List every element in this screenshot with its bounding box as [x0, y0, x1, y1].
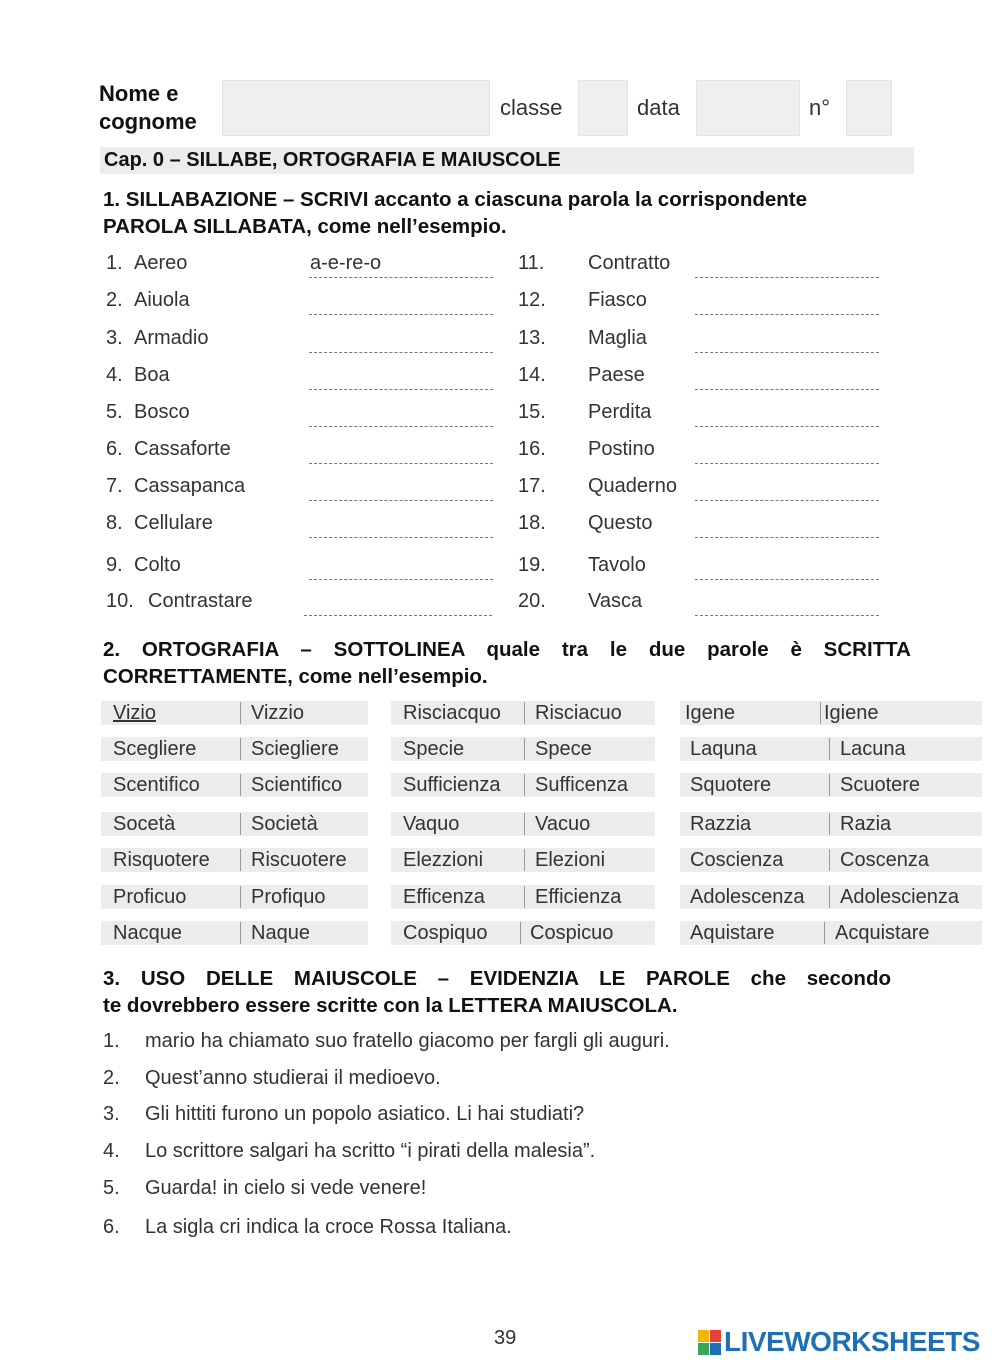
right-item-number: 16.	[518, 438, 546, 460]
word-option-first[interactable]: Vizio	[113, 702, 156, 724]
example-answer: a-e-re-o	[310, 252, 382, 274]
sentence-number: 2.	[103, 1067, 120, 1089]
word-option-first[interactable]: Igene	[685, 702, 736, 724]
left-item-number: 4.	[106, 364, 123, 386]
left-item-number: 8.	[106, 512, 123, 534]
right-item-word: Fiasco	[588, 289, 647, 311]
word-option-second[interactable]: Sciegliere	[251, 738, 339, 760]
name-label	[99, 80, 197, 136]
right-item-word: Quaderno	[588, 475, 677, 497]
word-option-second[interactable]: Sufficenza	[535, 774, 629, 796]
sentence-number: 4.	[103, 1140, 120, 1162]
word-pair-divider	[240, 738, 241, 760]
right-item-word: Questo	[588, 512, 653, 534]
word-option-first[interactable]: Scegliere	[113, 738, 197, 760]
class-label: classe	[500, 95, 563, 120]
left-answer-line[interactable]	[309, 314, 493, 315]
sentence-number: 6.	[103, 1216, 120, 1238]
word-option-first[interactable]: Efficenza	[403, 886, 485, 908]
left-answer-line[interactable]	[309, 277, 493, 278]
right-answer-line[interactable]	[695, 500, 879, 501]
left-answer-line[interactable]	[309, 426, 493, 427]
left-item-word: Colto	[134, 554, 181, 576]
right-answer-line[interactable]	[695, 537, 879, 538]
left-item-number: 9.	[106, 554, 123, 576]
word-option-second[interactable]: Lacuna	[840, 738, 906, 760]
right-item-number: 13.	[518, 327, 546, 349]
right-item-number: 11.	[518, 252, 545, 274]
right-answer-line[interactable]	[695, 463, 879, 464]
word-option-first[interactable]: Proficuo	[113, 886, 187, 908]
left-item-word: Boa	[134, 364, 170, 386]
chapter-title: Cap. 0 – SILLABE, ORTOGRAFIA E MAIUSCOLE	[100, 147, 914, 174]
right-item-word: Postino	[588, 438, 655, 460]
right-answer-line[interactable]	[695, 389, 879, 390]
right-item-word: Contratto	[588, 252, 671, 274]
left-item-word: Aereo	[134, 252, 188, 274]
right-item-number: 15.	[518, 401, 546, 423]
word-pair-divider	[524, 886, 525, 908]
right-item-word: Paese	[588, 364, 645, 386]
left-item-word: Contrastare	[148, 590, 253, 612]
right-answer-line[interactable]	[695, 277, 879, 278]
word-option-first[interactable]: Vaquo	[403, 813, 460, 835]
date-input[interactable]	[696, 80, 800, 136]
left-item-word: Bosco	[134, 401, 190, 423]
left-item-word: Cassaforte	[134, 438, 231, 460]
class-input[interactable]	[578, 80, 628, 136]
left-item-number: 7.	[106, 475, 123, 497]
sentence-text[interactable]: Gli hittiti furono un popolo asiatico. Li hai studiati?	[145, 1103, 585, 1125]
word-option-first[interactable]: Squotere	[690, 774, 772, 796]
sentence-text[interactable]: Guarda! in cielo si vede venere!	[145, 1177, 427, 1199]
right-answer-line[interactable]	[695, 615, 879, 616]
word-option-second[interactable]: Scuotere	[840, 774, 921, 796]
word-option-first[interactable]: Laquna	[690, 738, 757, 760]
right-answer-line[interactable]	[695, 314, 879, 315]
left-item-word: Aiuola	[134, 289, 190, 311]
word-option-second[interactable]: Adolescienza	[840, 886, 959, 908]
word-option-second[interactable]: Elezioni	[535, 849, 606, 871]
word-option-first[interactable]: Specie	[403, 738, 465, 760]
word-option-first[interactable]: Scentifico	[113, 774, 200, 796]
right-item-number: 18.	[518, 512, 546, 534]
left-item-number: 5.	[106, 401, 123, 423]
section1-title	[103, 186, 807, 240]
word-option-second[interactable]: Naque	[251, 922, 310, 944]
left-answer-line[interactable]	[309, 500, 493, 501]
word-pair-divider	[240, 922, 241, 944]
section3-title-line1: 3. USO DELLE MAIUSCOLE – EVIDENZIA LE PAROLE che secondo	[103, 967, 891, 990]
word-option-first[interactable]: Socetà	[113, 813, 176, 835]
word-option-first[interactable]: Aquistare	[690, 922, 775, 944]
word-option-first[interactable]: Risciacquo	[403, 702, 501, 724]
number-input[interactable]	[846, 80, 892, 136]
left-answer-line[interactable]	[309, 463, 493, 464]
right-item-number: 17.	[518, 475, 546, 497]
right-answer-line[interactable]	[695, 352, 879, 353]
left-item-word: Cassapanca	[134, 475, 246, 497]
word-option-second[interactable]: Risciacuo	[535, 702, 622, 724]
word-pair-divider	[240, 813, 241, 835]
right-item-number: 19.	[518, 554, 546, 576]
name-label-line2: cognome	[99, 109, 197, 134]
left-item-number: 1.	[106, 252, 123, 274]
word-option-first[interactable]: Razzia	[690, 813, 752, 835]
right-item-word: Vasca	[588, 590, 643, 612]
word-option-first[interactable]: Cospiquo	[403, 922, 488, 944]
word-option-second[interactable]: Igiene	[824, 702, 879, 724]
left-answer-line[interactable]	[309, 352, 493, 353]
date-label: data	[637, 95, 680, 120]
word-pair-divider	[524, 849, 525, 871]
word-pair-divider	[829, 774, 830, 796]
section3-title	[103, 965, 891, 1019]
word-pair-divider	[240, 886, 241, 908]
word-pair-divider	[829, 813, 830, 835]
liveworksheets-logo-text: LIVEWORKSHEETS	[724, 1326, 980, 1357]
left-item-number: 3.	[106, 327, 123, 349]
word-pair-divider	[524, 738, 525, 760]
liveworksheets-logo-icon	[698, 1330, 722, 1356]
left-item-number: 6.	[106, 438, 123, 460]
left-answer-line[interactable]	[309, 537, 493, 538]
word-pair-divider	[524, 702, 525, 724]
word-pair-divider	[240, 702, 241, 724]
right-answer-line[interactable]	[695, 426, 879, 427]
word-pair-divider	[820, 702, 821, 724]
right-item-number: 14.	[518, 364, 546, 386]
sentence-text[interactable]: Lo scrittore salgari ha scritto “i pirati della malesia”.	[145, 1140, 596, 1162]
name-label-line1: Nome e	[99, 81, 179, 106]
right-item-number: 12.	[518, 289, 546, 311]
word-option-first[interactable]: Elezzioni	[403, 849, 484, 871]
right-item-number: 20.	[518, 590, 546, 612]
left-answer-line[interactable]	[304, 615, 492, 616]
section1-title-line2: PAROLA SILLABATA, come nell’esempio.	[103, 215, 507, 238]
name-input[interactable]	[222, 80, 490, 136]
sentence-number: 3.	[103, 1103, 120, 1125]
word-option-second[interactable]: Profiquo	[251, 886, 326, 908]
word-pair-divider	[520, 922, 521, 944]
section2-title-line2: CORRETTAMENTE, come nell’esempio.	[103, 665, 488, 688]
left-answer-line[interactable]	[309, 579, 493, 580]
word-option-first[interactable]: Coscienza	[690, 849, 784, 871]
section3-title-line2: te dovrebbero essere scritte con la LETTERA MAIUSCOLA.	[103, 994, 678, 1017]
page-number: 39	[494, 1327, 517, 1349]
word-pair-divider	[524, 813, 525, 835]
word-pair-divider	[824, 922, 825, 944]
word-option-first[interactable]: Adolescenza	[690, 886, 805, 908]
sentence-text[interactable]: Quest’anno studierai il medioevo.	[145, 1067, 441, 1089]
word-option-second[interactable]: Spece	[535, 738, 592, 760]
right-item-word: Perdita	[588, 401, 652, 423]
section2-title	[103, 636, 911, 690]
sentence-number: 1.	[103, 1030, 120, 1052]
left-answer-line[interactable]	[309, 389, 493, 390]
section2-title-line1: 2. ORTOGRAFIA – SOTTOLINEA quale tra le due parole è SCRITTA	[103, 638, 911, 661]
word-pair-divider	[524, 774, 525, 796]
word-option-second[interactable]: Cospicuo	[530, 922, 614, 944]
left-item-word: Cellulare	[134, 512, 213, 534]
word-option-second[interactable]: Efficienza	[535, 886, 622, 908]
sentence-text[interactable]: La sigla cri indica la croce Rossa Italiana.	[145, 1216, 512, 1238]
word-pair-divider	[829, 738, 830, 760]
word-pair-divider	[240, 774, 241, 796]
left-item-word: Armadio	[134, 327, 209, 349]
word-option-second[interactable]: Coscenza	[840, 849, 929, 871]
sentence-number: 5.	[103, 1177, 120, 1199]
section1-title-line1: 1. SILLABAZIONE – SCRIVI accanto a ciascuna parola la corrispondente	[103, 188, 808, 211]
right-item-word: Maglia	[588, 327, 647, 349]
word-option-first[interactable]: Sufficienza	[403, 774, 501, 796]
word-pair-divider	[240, 849, 241, 871]
word-option-second[interactable]: Società	[251, 813, 318, 835]
right-item-word: Tavolo	[588, 554, 646, 576]
sentence-text[interactable]: mario ha chiamato suo fratello giacomo per fargli gli auguri.	[145, 1030, 670, 1052]
word-option-second[interactable]: Vizzio	[251, 702, 304, 724]
word-option-first[interactable]: Nacque	[113, 922, 182, 944]
left-item-number: 2.	[106, 289, 123, 311]
word-option-second[interactable]: Acquistare	[835, 922, 930, 944]
word-pair-divider	[829, 849, 830, 871]
left-item-number: 10.	[106, 590, 134, 612]
word-option-second[interactable]: Razia	[840, 813, 892, 835]
right-answer-line[interactable]	[695, 579, 879, 580]
word-pair-divider	[829, 886, 830, 908]
word-option-first[interactable]: Risquotere	[113, 849, 210, 871]
number-label: n°	[809, 95, 831, 120]
word-option-second[interactable]: Vacuo	[535, 813, 591, 835]
word-option-second[interactable]: Scientifico	[251, 774, 343, 796]
word-option-second[interactable]: Riscuotere	[251, 849, 347, 871]
